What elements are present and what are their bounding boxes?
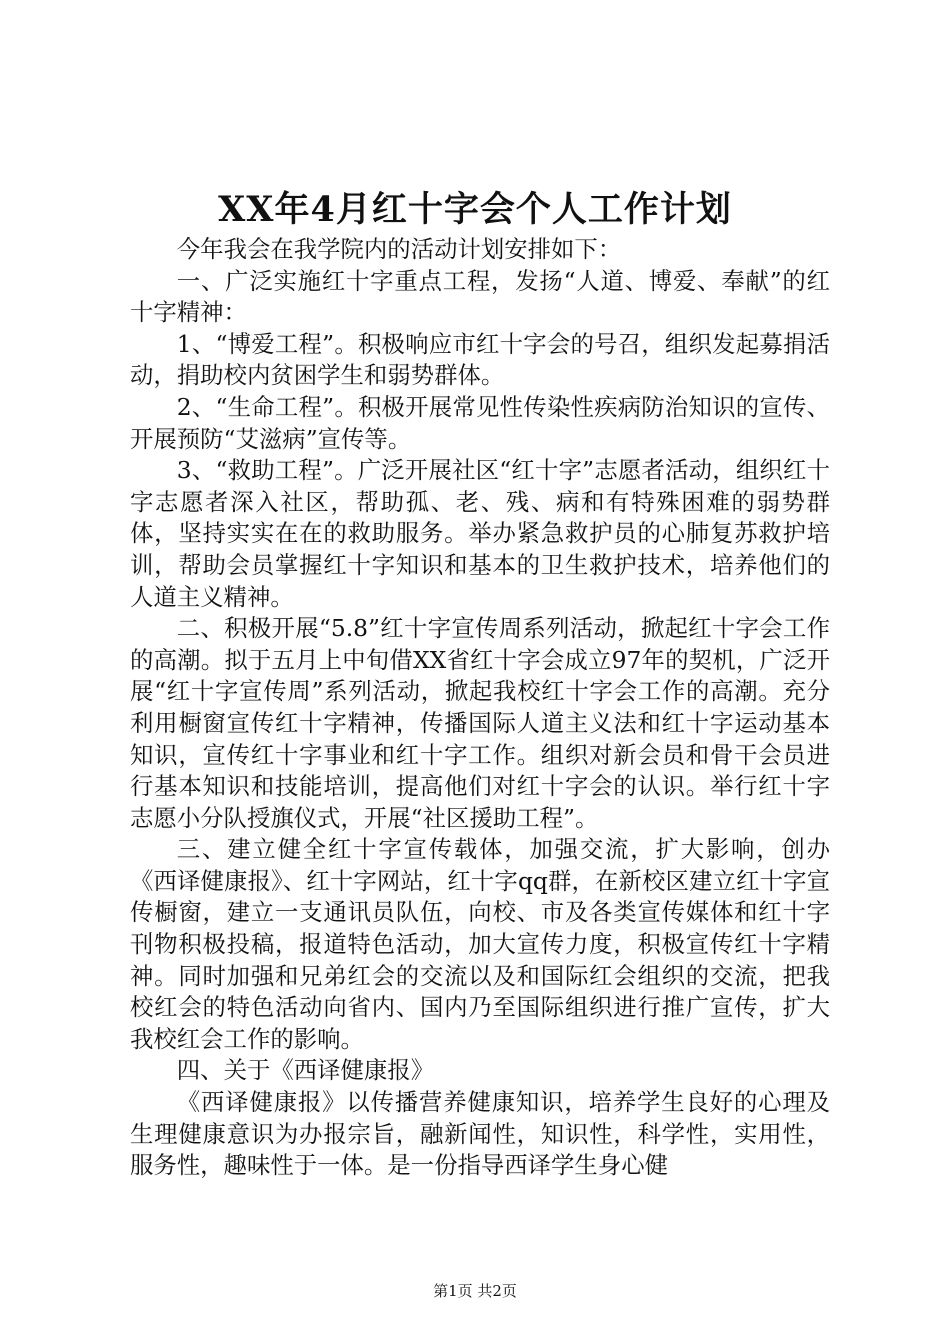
document-body bbox=[130, 234, 830, 1182]
paragraph-item-3: 3、“救助工程”。广泛开展社区“红十字”志愿者活动，组织红十字志愿者深入社区，帮助孤、老、残、病和有特殊困难的弱势群体，坚持实实在在的救助服务。举办紧急救护员的心肺复苏救护培训，帮助会员掌握红十字知识和基本的卫生救护技术，培养他们的人道主义精神。 bbox=[130, 456, 830, 611]
paragraph-section-1: 一、广泛实施红十字重点工程，发扬“人道、博爱、奉献”的红十字精神： bbox=[130, 266, 830, 327]
paragraph-section-2: 二、积极开展“5.8”红十字宣传周系列活动，掀起红十字会工作的高潮。拟于五月上中旬借XX省红十字会成立97年的契机，广泛开展“红十字宣传周”系列活动，掀起我校红十字会工作的高潮。充分利用橱窗宣传红十字精神，传播国际人道主义法和红十字运动基本知识，宣传红十字事业和红十字工作。组织对新会员和骨干会员进行基本知识和技能培训，提高他们对红十字会的认识。举行红十字志愿小分队授旗仪式，开展“社区援助工程”。 bbox=[130, 614, 830, 832]
paragraph-item-1: 1、“博爱工程”。积极响应市红十字会的号召，组织发起募捐活动，捐助校内贫困学生和弱势群体。 bbox=[130, 329, 830, 390]
paragraph-section-3: 三、建立健全红十字宣传载体，加强交流，扩大影响，创办《西译健康报》、红十字网站，红十字qq群，在新校区建立红十字宣传橱窗，建立一支通讯员队伍，向校、市及各类宣传媒体和红十字刊物积极投稿，报道特色活动，加大宣传力度，积极宣传红十字精神。同时加强和兄弟红会的交流以及和国际红会组织的交流，把我校红会的特色活动向省内、国内乃至国际组织进行推广宣传，扩大我校红会工作的影响。 bbox=[130, 835, 830, 1053]
paragraph-item-2: 2、“生命工程”。积极开展常见性传染性疾病防治知识的宣传、开展预防“艾滋病”宣传等。 bbox=[130, 392, 830, 453]
paragraph-intro: 今年我会在我学院内的活动计划安排如下： bbox=[176, 235, 622, 263]
paragraph-section-4: 四、关于《西译健康报》 bbox=[176, 1056, 435, 1085]
paragraph-newspaper: 《西译健康报》以传播营养健康知识，培养学生良好的心理及生理健康意识为办报宗旨，融新闻性，知识性，科学性，实用性，服务性，趣味性于一体。是一份指导西译学生身心健 bbox=[130, 1088, 830, 1180]
page-number-footer: 第1页 共2页 bbox=[433, 1282, 517, 1300]
document-title: XX年4月红十字会个人工作计划 bbox=[218, 189, 732, 230]
